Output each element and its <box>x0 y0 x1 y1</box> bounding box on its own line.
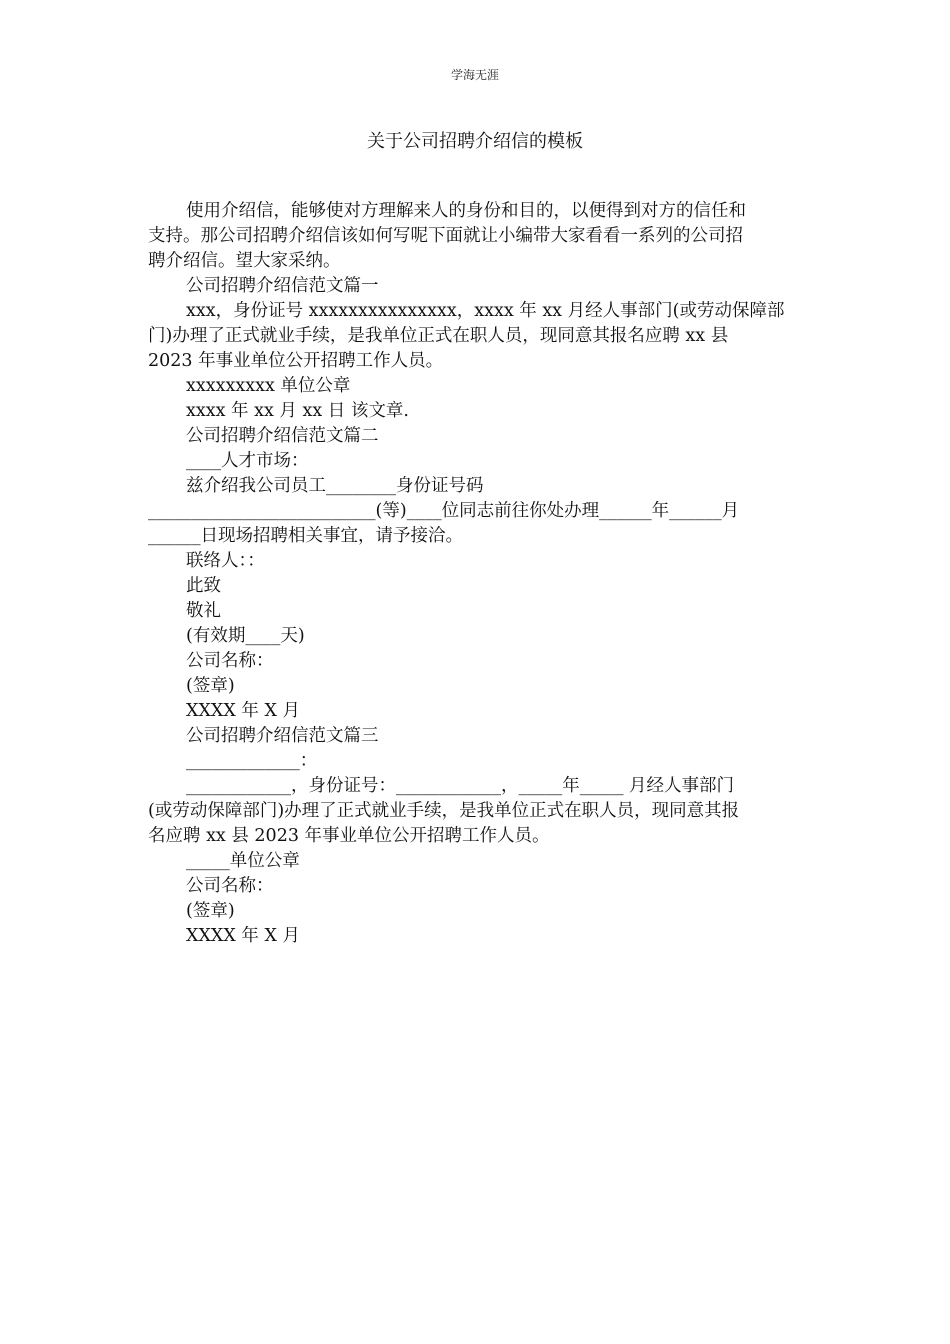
text-line: 门)办理了正式就业手续，是我单位正式在职人员，现同意其报名应聘 xx 县 <box>148 326 729 346</box>
text-line: (签章) <box>186 676 235 696</box>
text-line: 使用介绍信，能够使对方理解来人的身份和目的，以便得到对方的信任和 <box>186 201 746 221</box>
text-line: ______日现场招聘相关事宜，请予接洽。 <box>148 526 463 546</box>
text-line: 公司招聘介绍信范文篇三 <box>186 726 379 746</box>
text-line: 此致 <box>186 576 221 596</box>
text-line: 公司招聘介绍信范文篇一 <box>186 276 379 296</box>
text-line: XXXX 年 X 月 <box>186 701 300 721</box>
text-line: 公司名称： <box>186 876 274 896</box>
document-body <box>148 199 808 949</box>
text-line: _____________： <box>186 751 318 771</box>
text-line: xxx，身份证号 xxxxxxxxxxxxxxx，xxxx 年 xx 月经人事部门(或劳动保障部 <box>186 301 785 321</box>
text-line: 聘介绍信。望大家采纳。 <box>148 251 341 271</box>
text-line: 支持。那公司招聘介绍信该如何写呢下面就让小编带大家看看一系列的公司招 <box>148 226 743 246</box>
text-line: XXXX 年 X 月 <box>186 926 300 946</box>
text-line: 敬礼 <box>186 601 221 621</box>
text-line: (有效期____天) <box>186 626 305 646</box>
page-header: 学海无涯 <box>450 68 499 82</box>
text-line: 2023 年事业单位公开招聘工作人员。 <box>148 351 444 371</box>
text-line: (或劳动保障部门)办理了正式就业手续，是我单位正式在职人员，现同意其报 <box>148 801 740 821</box>
text-line: 联络人：： <box>186 551 265 571</box>
text-line: 兹介绍我公司员工________身份证号码 <box>186 476 484 496</box>
text-line: xxxxxxxxx 单位公章 <box>186 376 351 396</box>
text-line: ____人才市场： <box>186 451 309 471</box>
text-line: __________________________(等)____位同志前往你处办理______年______月 <box>148 501 740 521</box>
text-line: xxxx 年 xx 月 xx 日 该文章. <box>186 401 409 421</box>
text-line: _____单位公章 <box>186 851 300 871</box>
text-line: ____________，身份证号：____________，_____年_____ 月经人事部门 <box>186 776 735 796</box>
document-title: 关于公司招聘介绍信的模板 <box>367 131 583 152</box>
text-line: 名应聘 xx 县 2023 年事业单位公开招聘工作人员。 <box>148 826 550 846</box>
text-line: (签章) <box>186 901 235 921</box>
text-line: 公司招聘介绍信范文篇二 <box>186 426 379 446</box>
text-line: 公司名称： <box>186 651 274 671</box>
